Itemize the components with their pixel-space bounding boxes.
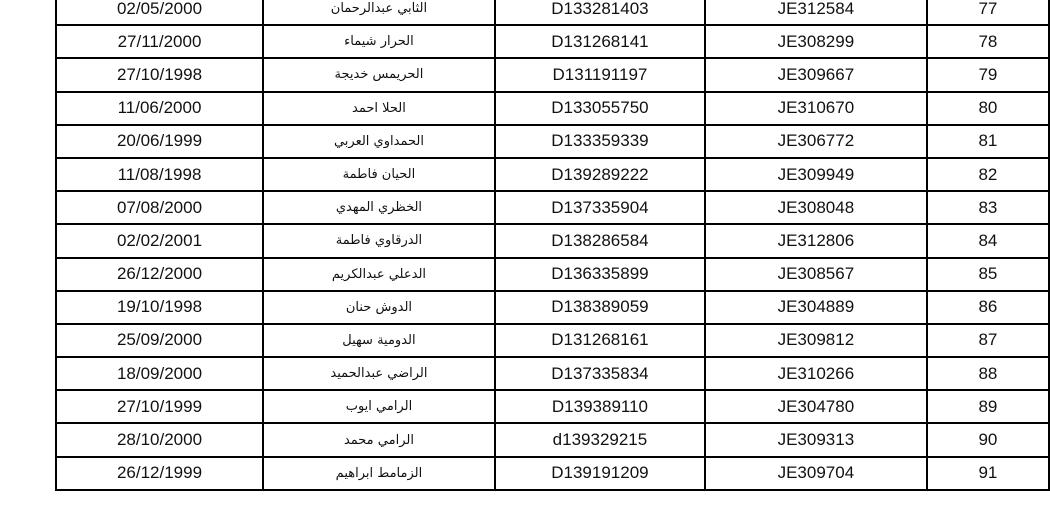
birth-date-cell: 11/06/2000 (56, 92, 263, 125)
birth-date-cell: 27/10/1998 (56, 58, 263, 91)
student-name-cell: الخظري المهدي (263, 191, 495, 224)
exam-code-cell: JE304780 (705, 390, 927, 423)
row-number-cell: 77 (927, 0, 1049, 25)
student-name-cell: الدعلي عبدالكريم (263, 258, 495, 291)
birth-date-cell: 27/11/2000 (56, 25, 263, 58)
student-name-cell: الرامي ايوب (263, 390, 495, 423)
student-name-cell: الدرقاوي فاطمة (263, 224, 495, 257)
table-row (56, 158, 1049, 191)
student-name-cell: الرامي محمد (263, 423, 495, 456)
cne-cell: D137335834 (495, 357, 705, 390)
table-row (56, 191, 1049, 224)
row-number-cell: 90 (927, 423, 1049, 456)
birth-date-cell: 19/10/1998 (56, 291, 263, 324)
cne-cell: D136335899 (495, 258, 705, 291)
birth-date-cell: 07/08/2000 (56, 191, 263, 224)
row-number-cell: 81 (927, 125, 1049, 158)
exam-code-cell: JE310670 (705, 92, 927, 125)
birth-date-cell: 20/06/1999 (56, 125, 263, 158)
birth-date-cell: 27/10/1999 (56, 390, 263, 423)
student-name-cell: الراضي عبدالحميد (263, 357, 495, 390)
table-row (56, 224, 1049, 257)
cne-cell: D138286584 (495, 224, 705, 257)
exam-code-cell: JE309704 (705, 457, 927, 490)
row-number-cell: 78 (927, 25, 1049, 58)
exam-code-cell: JE310266 (705, 357, 927, 390)
birth-date-cell: 02/02/2001 (56, 224, 263, 257)
row-number-cell: 84 (927, 224, 1049, 257)
student-name-cell: الحرار شيماء (263, 25, 495, 58)
birth-date-cell: 11/08/1998 (56, 158, 263, 191)
cne-cell: D137335904 (495, 191, 705, 224)
table-row (56, 92, 1049, 125)
exam-code-cell: JE309949 (705, 158, 927, 191)
cne-cell: D139191209 (495, 457, 705, 490)
exam-code-cell: JE306772 (705, 125, 927, 158)
cne-cell: D133055750 (495, 92, 705, 125)
student-name-cell: الدوش حنان (263, 291, 495, 324)
cne-cell: D131268141 (495, 25, 705, 58)
birth-date-cell: 28/10/2000 (56, 423, 263, 456)
cne-cell: D139289222 (495, 158, 705, 191)
cne-cell: D139389110 (495, 390, 705, 423)
exam-code-cell: JE308567 (705, 258, 927, 291)
student-table-container (55, 0, 1050, 491)
row-number-cell: 79 (927, 58, 1049, 91)
exam-code-cell: JE309812 (705, 324, 927, 357)
row-number-cell: 89 (927, 390, 1049, 423)
student-name-cell: الدومية سهيل (263, 324, 495, 357)
row-number-cell: 91 (927, 457, 1049, 490)
exam-code-cell: JE312584 (705, 0, 927, 25)
row-number-cell: 83 (927, 191, 1049, 224)
table-row (56, 390, 1049, 423)
table-row (56, 258, 1049, 291)
exam-code-cell: JE308048 (705, 191, 927, 224)
row-number-cell: 88 (927, 357, 1049, 390)
exam-code-cell: JE309667 (705, 58, 927, 91)
student-name-cell: الحلا احمد (263, 92, 495, 125)
student-table (55, 0, 1050, 491)
table-body (56, 0, 1049, 490)
birth-date-cell: 18/09/2000 (56, 357, 263, 390)
row-number-cell: 86 (927, 291, 1049, 324)
row-number-cell: 82 (927, 158, 1049, 191)
cne-cell: D131191197 (495, 58, 705, 91)
table-row (56, 25, 1049, 58)
row-number-cell: 87 (927, 324, 1049, 357)
exam-code-cell: JE304889 (705, 291, 927, 324)
birth-date-cell: 02/05/2000 (56, 0, 263, 25)
birth-date-cell: 26/12/1999 (56, 457, 263, 490)
table-row (56, 58, 1049, 91)
table-row (56, 357, 1049, 390)
table-row (56, 324, 1049, 357)
cne-cell: D138389059 (495, 291, 705, 324)
row-number-cell: 85 (927, 258, 1049, 291)
table-row (56, 291, 1049, 324)
table-row (56, 0, 1049, 25)
birth-date-cell: 25/09/2000 (56, 324, 263, 357)
table-row (56, 457, 1049, 490)
row-number-cell: 80 (927, 92, 1049, 125)
cne-cell: d139329215 (495, 423, 705, 456)
student-name-cell: الثابي عبدالرحمان (263, 0, 495, 25)
exam-code-cell: JE309313 (705, 423, 927, 456)
cne-cell: D131268161 (495, 324, 705, 357)
student-name-cell: الحريمس خديجة (263, 58, 495, 91)
exam-code-cell: JE312806 (705, 224, 927, 257)
student-name-cell: الحمداوي العربي (263, 125, 495, 158)
table-row (56, 125, 1049, 158)
student-name-cell: الحيان فاطمة (263, 158, 495, 191)
table-row (56, 423, 1049, 456)
student-name-cell: الزمامط ابراهيم (263, 457, 495, 490)
cne-cell: D133359339 (495, 125, 705, 158)
exam-code-cell: JE308299 (705, 25, 927, 58)
cne-cell: D133281403 (495, 0, 705, 25)
birth-date-cell: 26/12/2000 (56, 258, 263, 291)
